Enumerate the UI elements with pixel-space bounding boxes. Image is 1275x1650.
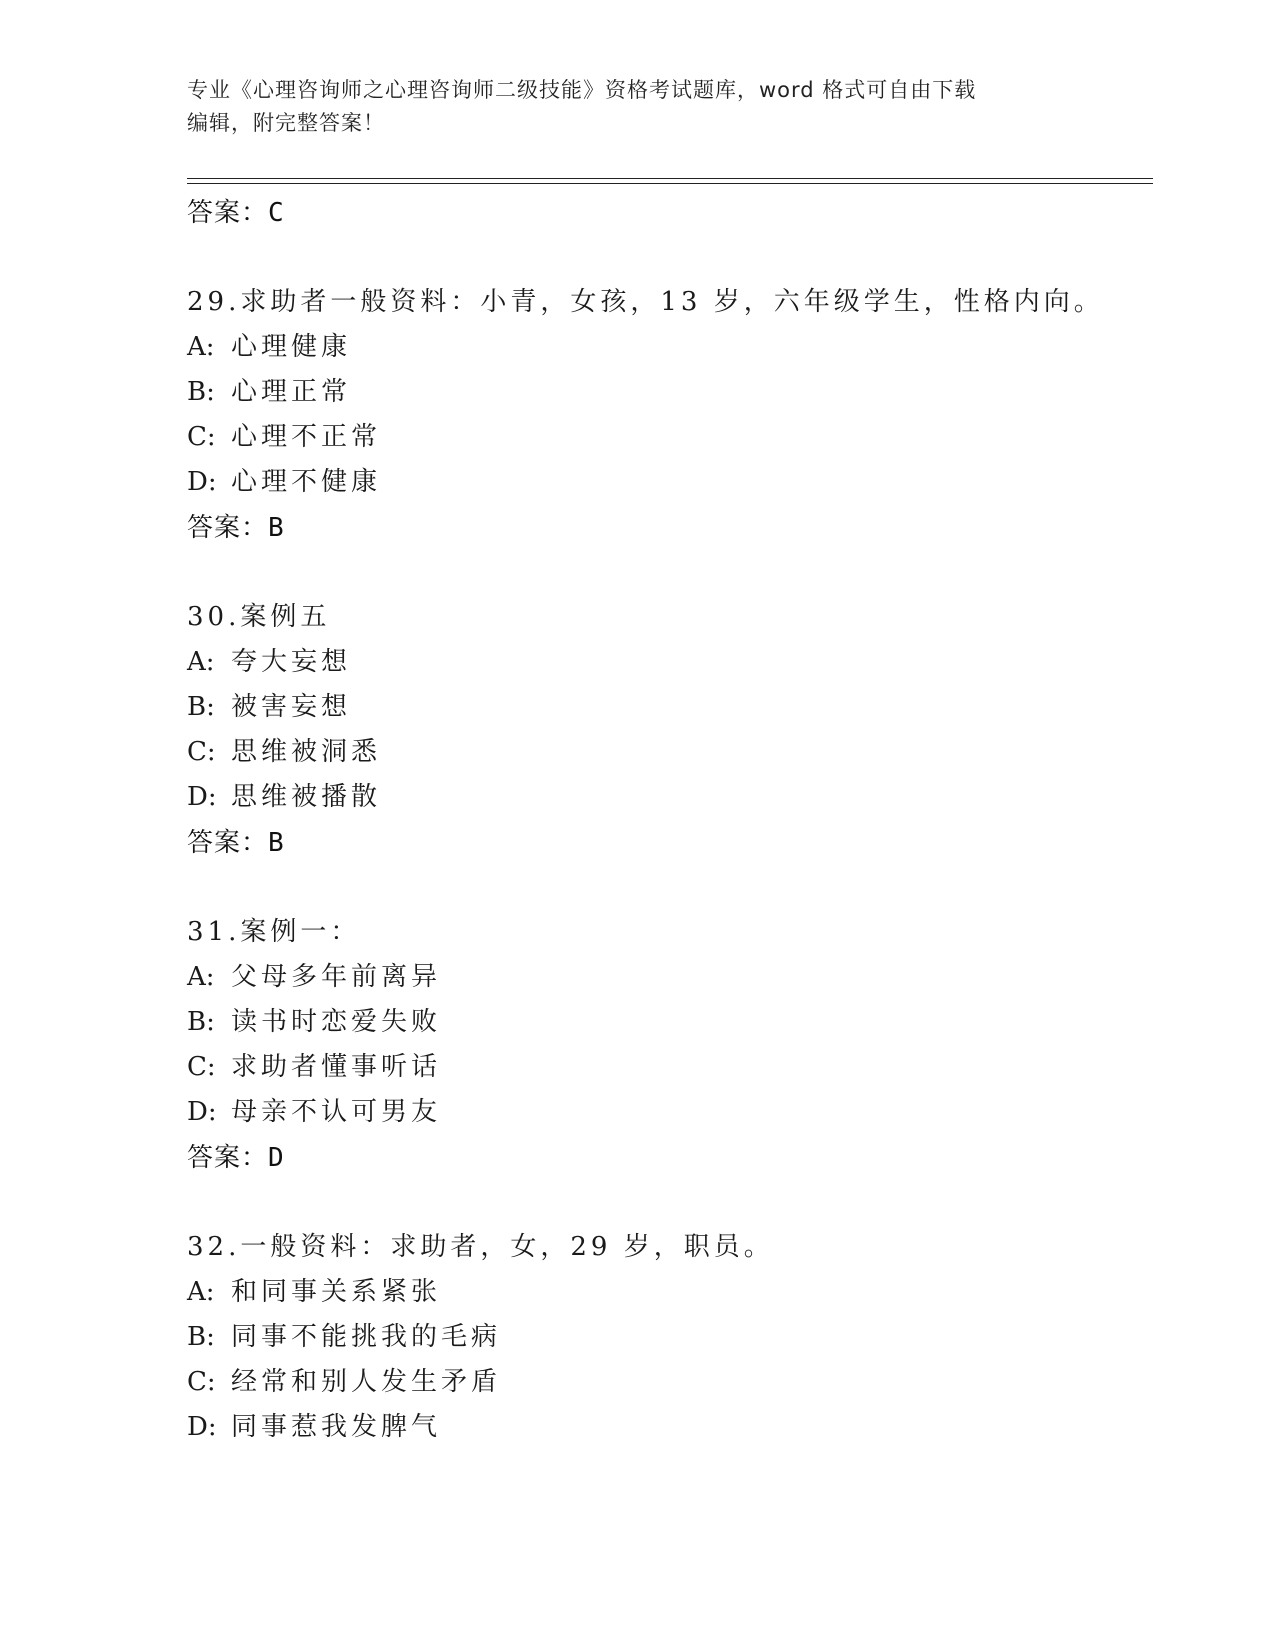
question-title: 30.案例五 [187, 602, 331, 632]
document-header [187, 74, 1087, 140]
answer-label: 答案： [187, 198, 269, 228]
answer-label: 答案： [187, 828, 269, 858]
answer-value: C [268, 198, 285, 228]
header-divider-top [187, 178, 1153, 179]
option-letter: D: [187, 467, 217, 497]
answer-line [187, 1135, 1153, 1181]
option-d [187, 775, 1153, 820]
question-list [187, 190, 1153, 1450]
option-text: 被害妄想 [231, 692, 352, 722]
option-text: 思维被播散 [231, 782, 382, 812]
option-letter: D: [187, 1412, 217, 1442]
answer-label: 答案： [187, 1143, 269, 1173]
spacer [187, 236, 1153, 280]
option-letter: B: [187, 1007, 215, 1037]
answer-value: B [268, 513, 285, 543]
option-letter: C: [187, 1367, 216, 1397]
option-b [187, 685, 1153, 730]
option-letter: C: [187, 422, 216, 452]
option-a [187, 640, 1153, 685]
question-32 [187, 1225, 1153, 1450]
header-divider-bottom [187, 183, 1153, 184]
header-line-2: 编辑，附完整答案！ [187, 111, 385, 135]
option-letter: C: [187, 737, 216, 767]
answer-line [187, 820, 1153, 866]
question-29 [187, 280, 1153, 551]
option-letter: A: [187, 962, 215, 992]
option-letter: C: [187, 1052, 216, 1082]
option-text: 心理正常 [231, 377, 352, 407]
option-text: 求助者懂事听话 [231, 1052, 442, 1082]
option-c [187, 415, 1153, 460]
answer-line [187, 190, 1153, 236]
option-c [187, 1045, 1153, 1090]
answer-value: D [268, 1143, 285, 1173]
option-d [187, 460, 1153, 505]
header-line-1: 专业《心理咨询师之心理咨询师二级技能》资格考试题库，word 格式可自由下载 [187, 78, 977, 102]
option-text: 父母多年前离异 [231, 962, 442, 992]
option-letter: D: [187, 782, 217, 812]
option-text: 母亲不认可男友 [231, 1097, 442, 1127]
option-d [187, 1090, 1153, 1135]
option-text: 心理不正常 [231, 422, 382, 452]
option-letter: A: [187, 647, 215, 677]
question-31 [187, 910, 1153, 1181]
option-b [187, 1315, 1153, 1360]
option-letter: A: [187, 1277, 215, 1307]
option-text: 经常和别人发生矛盾 [231, 1367, 502, 1397]
option-text: 夸大妄想 [231, 647, 352, 677]
option-letter: B: [187, 377, 215, 407]
option-letter: B: [187, 1322, 215, 1352]
answer-line [187, 505, 1153, 551]
option-b [187, 1000, 1153, 1045]
question-title: 32.一般资料：求助者，女，29 岁，职员。 [187, 1232, 774, 1262]
spacer [187, 1181, 1153, 1225]
option-text: 和同事关系紧张 [231, 1277, 442, 1307]
option-b [187, 370, 1153, 415]
question-30 [187, 595, 1153, 866]
option-a [187, 1270, 1153, 1315]
spacer [187, 866, 1153, 910]
option-a [187, 955, 1153, 1000]
option-letter: D: [187, 1097, 217, 1127]
answer-value: B [268, 828, 285, 858]
option-text: 心理健康 [231, 332, 352, 362]
option-text: 思维被洞悉 [231, 737, 382, 767]
spacer [187, 551, 1153, 595]
option-text: 读书时恋爱失败 [231, 1007, 442, 1037]
option-letter: B: [187, 692, 215, 722]
option-text: 心理不健康 [231, 467, 382, 497]
question-title: 31.案例一： [187, 917, 361, 947]
question-title: 29.求助者一般资料：小青，女孩，13 岁，六年级学生，性格内向。 [187, 287, 1104, 317]
option-c [187, 1360, 1153, 1405]
option-letter: A: [187, 332, 215, 362]
answer-label: 答案： [187, 513, 269, 543]
option-c [187, 730, 1153, 775]
option-text: 同事惹我发脾气 [231, 1412, 442, 1442]
option-a [187, 325, 1153, 370]
option-d [187, 1405, 1153, 1450]
option-text: 同事不能挑我的毛病 [231, 1322, 502, 1352]
